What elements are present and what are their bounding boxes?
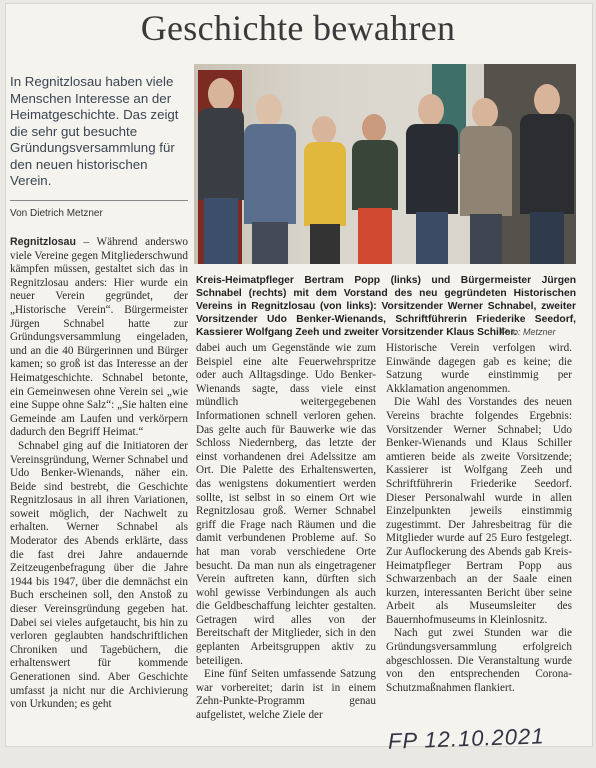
handwritten-note: FP 12.10.2021 — [387, 723, 545, 754]
paragraph: Eine fünf Seiten umfassende Satzung war vorbereitet; darin ist in einem Zehn-Punkte-Programm genau aufgelistet, welche Ziele der — [196, 668, 376, 722]
article-column-2 — [196, 342, 376, 723]
paragraph: dabei auch um Gegenstände wie zum Beispiel eine alte Feuerwehrspritze oder auch Alltagsdinge. Udo Benker-Wienands sagte, dass viele einst mündlich weitergegebenen Informationen schnell verloren gehen. Das gelte auch für Bauwerke wie das Schloss Niedernberg, das letzte der einst vorhandenen drei Adelssitze am Ort. Die Palette des Erhaltenswerten, das wenigstens dokumentiert werden sollte, ist selbst in so einem Ort wie Regnitzlosau groß. Werner Schnabel griff die Frage nach Räumen und die damit verbundenen Probleme auf. So hat man vorab verschiedene Orte besucht. Da man nun als eingetragener Verein auftreten kann, dürften sich wohl gewisse Verbindungen als auch die Geldbeschaffung leichter gestalten. Getragen wird alles von der Bereitschaft der Mitglieder, sich in den geplanten Arbeitsgruppen aktiv zu beteiligen. — [196, 342, 376, 667]
dateline: Regnitzlosau — [10, 236, 76, 248]
lead-paragraph: In Regnitzlosau haben viele Menschen Interesse an der Heimatgeschichte. Das zeigt die sehr gut besuchte Gründungsversammlung für den neuen historischen Verein. — [10, 74, 179, 188]
photo-caption: Kreis-Heimatpfleger Bertram Popp (links) und Bürgermeister Jürgen Schnabel (rechts) mit dem Vorstand des neu gegründeten Historischen Vereins in Regnitzlosau (von links): Vorsitzender Werner Schnabel, zweiter Vorsitzender Udo Benker-Wienands, Schriftführerin Friederike Seedorf, Kassierer Wolfgang Zeeh und zweiter Vorsitzender Klaus Schiller. — [196, 275, 576, 338]
paragraph: Die Wahl des Vorstandes des neuen Vereins brachte folgendes Ergebnis: Vorsitzender Werner Schnabel; Udo Benker-Wienands und Klaus Schiller amtieren beide als zweite Vorsitzende; Kassierer ist Wolfgang Zeeh und Schriftführerin Friederike Seedorf. Dieser Personalwahl wurde in allen Einzelpunkten jeweils einstimmig zugestimmt. Der Jahresbeitrag für die Mitglieder wurde auf 25 Euro festgelegt. Zur Auflockerung des Abends gab Kreis-Heimatpfleger Bertram Popp aus Schwarzenbach an der Saale einen kurzen, interessanten Bericht über seine Arbeit als Museumsleiter des Bauernhofmuseums in Kleinlosnitz. — [386, 396, 572, 626]
paragraph: Historische Verein verfolgen wird. Einwände dagegen gab es keine; die Satzung wurde einstimmig per Akklamation angenommen. — [386, 342, 572, 395]
article-column-3 — [386, 342, 572, 695]
paragraph: Nach gut zwei Stunden war die Gründungsversammlung erfolgreich abgeschlossen. Die Veranstaltung wurde von den entsprechenden Corona-Schutzmaßnahmen flankiert. — [386, 627, 572, 694]
article-column-1 — [10, 236, 188, 712]
divider — [10, 200, 188, 201]
group-photo — [194, 64, 576, 264]
paragraph: – Während anderswo viele Vereine gegen Mitgliederschwund kämpfen müssen, gestaltet sich das in Regnitzlosau anders: Hier wurde ein neuer Verein gegründet, der „Historische Verein“. Bürgermeister Jürgen Schnabel hatte zur Gründungsversammlung eingeladen, und an die 40 Bürgerinnen und Bürger kamen; so groß ist das Interesse an der Heimatgeschichte. Schnabel betonte, ein Gemeinwesen ohne Verein sei „wie eine Suppe ohne Salz“: „Sie halten eine Gemeinde am Laufen und verkörpern dadurch den Begriff Heimat.“ — [10, 236, 188, 439]
paragraph: Schnabel ging auf die Initiatoren der Vereinsgründung, Werner Schnabel und Udo Benker-Wienands, näher ein. Beide sind bestrebt, die Geschichte Regnitzlosaus in all ihren Variationen, soweit möglich, der Nachwelt zu erhalten. Werner Schnabel als Moderator des Abends erklärte, dass die fast drei Jahre andauernde Zeitzeugenbefragung über die Jahre 1944 bis 1947, über die demnächst ein Buch erscheinen soll, den Anstoß zu dieser Vereinsgründung gegeben hat. Dabei sei vieles aufgetaucht, bis hin zu verloren geglaubten handschriftlichen Chroniken und Tagebüchern, die erhaltenswert für kommende Generationen sind. Aber Geschichte umfasst ja nicht nur die Archivierung von Urkunden; es geht — [10, 439, 188, 711]
byline: Von Dietrich Metzner — [10, 208, 103, 219]
photo-credit: Foto: Metzner — [500, 327, 556, 337]
headline: Geschichte bewahren — [140, 8, 456, 48]
